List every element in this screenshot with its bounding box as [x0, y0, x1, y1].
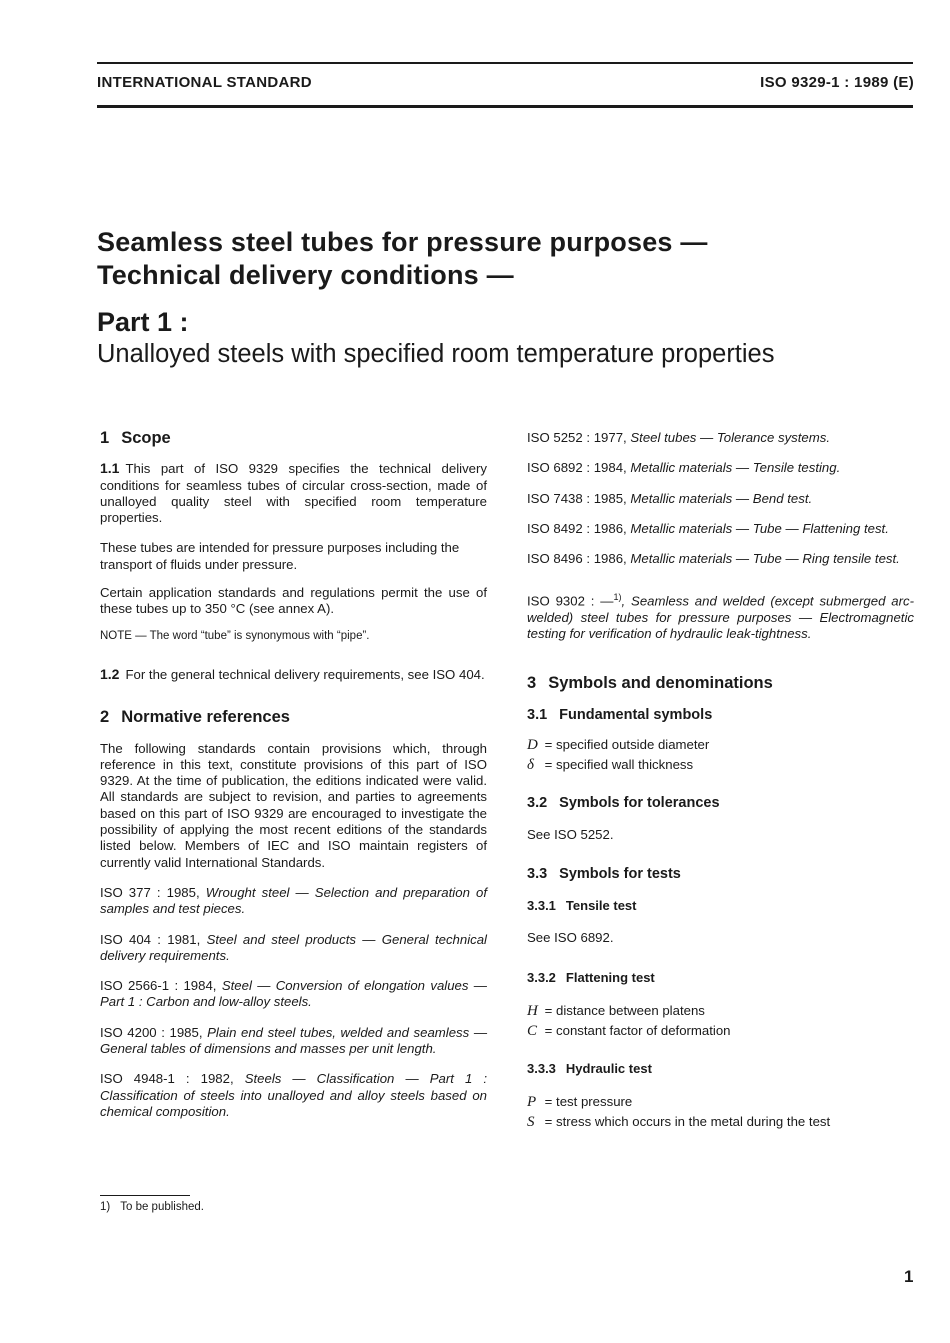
- page-number: 1: [904, 1267, 914, 1286]
- reference-code: ISO 404 : 1981,: [100, 931, 201, 947]
- reference-code: ISO 4948-1 : 1982,: [100, 1071, 234, 1087]
- section-3-3-3-heading: [527, 1061, 914, 1077]
- reference-iso-4948-1: [100, 1071, 487, 1120]
- reference-title: Wrought steel — Selection and preparation of samples and test pieces.: [100, 884, 487, 917]
- section-3-3-heading: [527, 866, 914, 882]
- scope-paragraph-3: Certain application standards and regulations permit the use of these tubes up to 350 °C (see annex A).: [100, 585, 487, 617]
- reference-title: , Seamless and welded (except submerged arc-welded) steel tubes for pressure purposes — Electromagnetic testing for verification of hydraulic leak-tightness.: [527, 593, 914, 642]
- title-line-2: Technical delivery conditions —: [97, 260, 514, 290]
- reference-code: ISO 5252 : 1977,: [527, 430, 627, 445]
- section-title: Flattening test: [565, 970, 655, 986]
- symbol-meaning: = stress which occurs in the metal during the test: [544, 1113, 831, 1129]
- footnote-text: To be published.: [120, 1201, 204, 1213]
- tensile-test-text: See ISO 6892.: [527, 930, 614, 946]
- section-title: Symbols for tolerances: [559, 794, 720, 811]
- reference-iso-404: [100, 932, 487, 965]
- flattening-symbols-list: [527, 1003, 914, 1040]
- section-3-heading: [527, 675, 914, 691]
- scope-paragraph-2: These tubes are intended for pressure purposes including the transport of fluids under pressure.: [100, 540, 460, 572]
- header-bottom-rule: [97, 105, 913, 108]
- fundamental-symbols-list: [527, 737, 914, 773]
- reference-iso-4200: [100, 1025, 487, 1058]
- reference-iso-6892: [527, 460, 914, 476]
- reference-iso-377: [100, 885, 487, 918]
- symbol-meaning: = specified wall thickness: [544, 756, 694, 772]
- section-3-3-2-heading: [527, 970, 914, 986]
- section-number: 3: [527, 673, 537, 692]
- reference-title: Metallic materials — Bend test.: [630, 490, 813, 506]
- reference-title: Metallic materials — Tube — Flattening test.: [630, 520, 889, 536]
- reference-code: ISO 8492 : 1986,: [527, 520, 627, 536]
- symbol: D: [527, 737, 538, 754]
- clause-1-1: [100, 460, 487, 526]
- symbol-meaning: = test pressure: [544, 1093, 633, 1109]
- symbol-definition: [527, 1114, 914, 1130]
- reference-code: ISO 377 : 1985,: [100, 884, 200, 900]
- section-title: Normative references: [121, 708, 290, 727]
- reference-title: Steel tubes — Tolerance systems.: [630, 430, 831, 445]
- reference-title: Metallic materials — Tensile testing.: [630, 460, 841, 476]
- footnote-marker: 1): [613, 592, 622, 603]
- hydraulic-symbols-list: [527, 1094, 914, 1131]
- document-title: [97, 226, 917, 370]
- reference-iso-9302: [527, 589, 914, 642]
- symbol: C: [527, 1023, 538, 1040]
- section-title: Scope: [121, 429, 171, 447]
- reference-title: Plain end steel tubes, welded and seamless — General tables of dimensions and masses per unit length.: [100, 1024, 488, 1057]
- section-number: 2: [100, 708, 110, 727]
- part-subtitle: Unalloyed steels with specified room temperature properties: [97, 340, 775, 368]
- footnote: [100, 1201, 204, 1213]
- section-title: Fundamental symbols: [559, 707, 713, 724]
- symbol-definition: [527, 737, 914, 753]
- section-number: 3.3: [527, 865, 548, 882]
- reference-title: Steel and steel products — General technical delivery requirements.: [100, 931, 487, 963]
- reference-iso-8492: [527, 521, 914, 537]
- symbol: P: [527, 1093, 537, 1110]
- symbol-definition: [527, 1094, 914, 1110]
- section-title: Tensile test: [565, 897, 637, 913]
- reference-code: ISO 2566-1 : 1984,: [100, 978, 217, 994]
- section-number: 3.3.3: [527, 1061, 556, 1077]
- symbol-definition: [527, 1023, 914, 1039]
- references-intro: The following standards contain provisions which, through reference in this text, constitute provisions of this part of ISO 9329. At the time of publication, the editions indicated were valid. All standards are subject to revision, and parties to agreements based on this part of ISO 9329 are encouraged to investigate the possibility of applying the most recent editions of the standards listed below. Members of IEC and ISO maintain registers of currently valid International Standards.: [100, 740, 487, 870]
- reference-title: Steel — Conversion of elongation values — Part 1 : Carbon and low-alloy steels.: [100, 978, 487, 1010]
- reference-code: ISO 7438 : 1985,: [527, 490, 627, 506]
- reference-iso-8496: [527, 551, 914, 567]
- section-2-heading: [100, 709, 487, 725]
- left-column: [100, 430, 487, 1120]
- reference-iso-5252: [527, 430, 914, 446]
- reference-title: Metallic materials — Tube — Ring tensile test.: [630, 551, 900, 567]
- reference-code: ISO 4200 : 1985,: [100, 1024, 203, 1040]
- standard-type-label: INTERNATIONAL STANDARD: [97, 74, 312, 91]
- clause-text: For the general technical delivery requirements, see ISO 404.: [125, 666, 485, 682]
- standard-number: ISO 9329-1 : 1989 (E): [760, 74, 914, 91]
- scope-note: NOTE — The word “tube” is synonymous with “pipe”.: [100, 629, 370, 642]
- section-3-2-heading: [527, 795, 914, 811]
- part-label: Part 1 :: [97, 307, 189, 337]
- clause-number: 1.1: [100, 460, 120, 477]
- section-number: 3.2: [527, 794, 548, 811]
- section-number: 1: [100, 429, 110, 447]
- section-title: Symbols and denominations: [548, 673, 773, 692]
- symbol: δ: [527, 756, 534, 773]
- reference-code: ISO 9302 : —: [527, 593, 614, 609]
- symbol-definition: [527, 757, 914, 773]
- section-3-1-heading: [527, 707, 914, 723]
- section-number: 3.3.1: [527, 897, 556, 913]
- reference-code: ISO 6892 : 1984,: [527, 460, 627, 476]
- footnote-rule: [100, 1195, 190, 1196]
- symbol: S: [527, 1113, 535, 1130]
- symbol: H: [527, 1002, 538, 1019]
- clause-text: This part of ISO 9329 specifies the technical delivery conditions for seamless tubes of circular cross-section, made of unalloyed quality steel with specified room temperature properties.: [100, 461, 487, 526]
- symbol-meaning: = distance between platens: [544, 1002, 705, 1018]
- clause-number: 1.2: [100, 665, 120, 682]
- section-title: Symbols for tests: [559, 865, 681, 882]
- tolerances-text: See ISO 5252.: [527, 827, 614, 843]
- section-title: Hydraulic test: [565, 1061, 652, 1077]
- symbol-meaning: = specified outside diameter: [544, 737, 710, 753]
- title-line-1: Seamless steel tubes for pressure purposes —: [97, 227, 708, 257]
- header-top-rule: [97, 62, 913, 64]
- section-number: 3.1: [527, 707, 548, 724]
- section-1-heading: [100, 430, 487, 446]
- right-column: [527, 430, 914, 1130]
- section-number: 3.3.2: [527, 970, 556, 986]
- reference-code: ISO 8496 : 1986,: [527, 551, 627, 567]
- reference-iso-2566-1: [100, 978, 487, 1011]
- reference-title: Steels — Classification — Part 1 : Classification of steels into unalloyed and alloy steels based on chemical composition.: [100, 1071, 488, 1119]
- section-3-3-1-heading: [527, 898, 914, 914]
- symbol-meaning: = constant factor of deformation: [544, 1023, 731, 1039]
- reference-iso-7438: [527, 491, 914, 507]
- clause-1-2: [100, 666, 487, 683]
- symbol-definition: [527, 1003, 914, 1019]
- footnote-mark: 1): [100, 1201, 111, 1213]
